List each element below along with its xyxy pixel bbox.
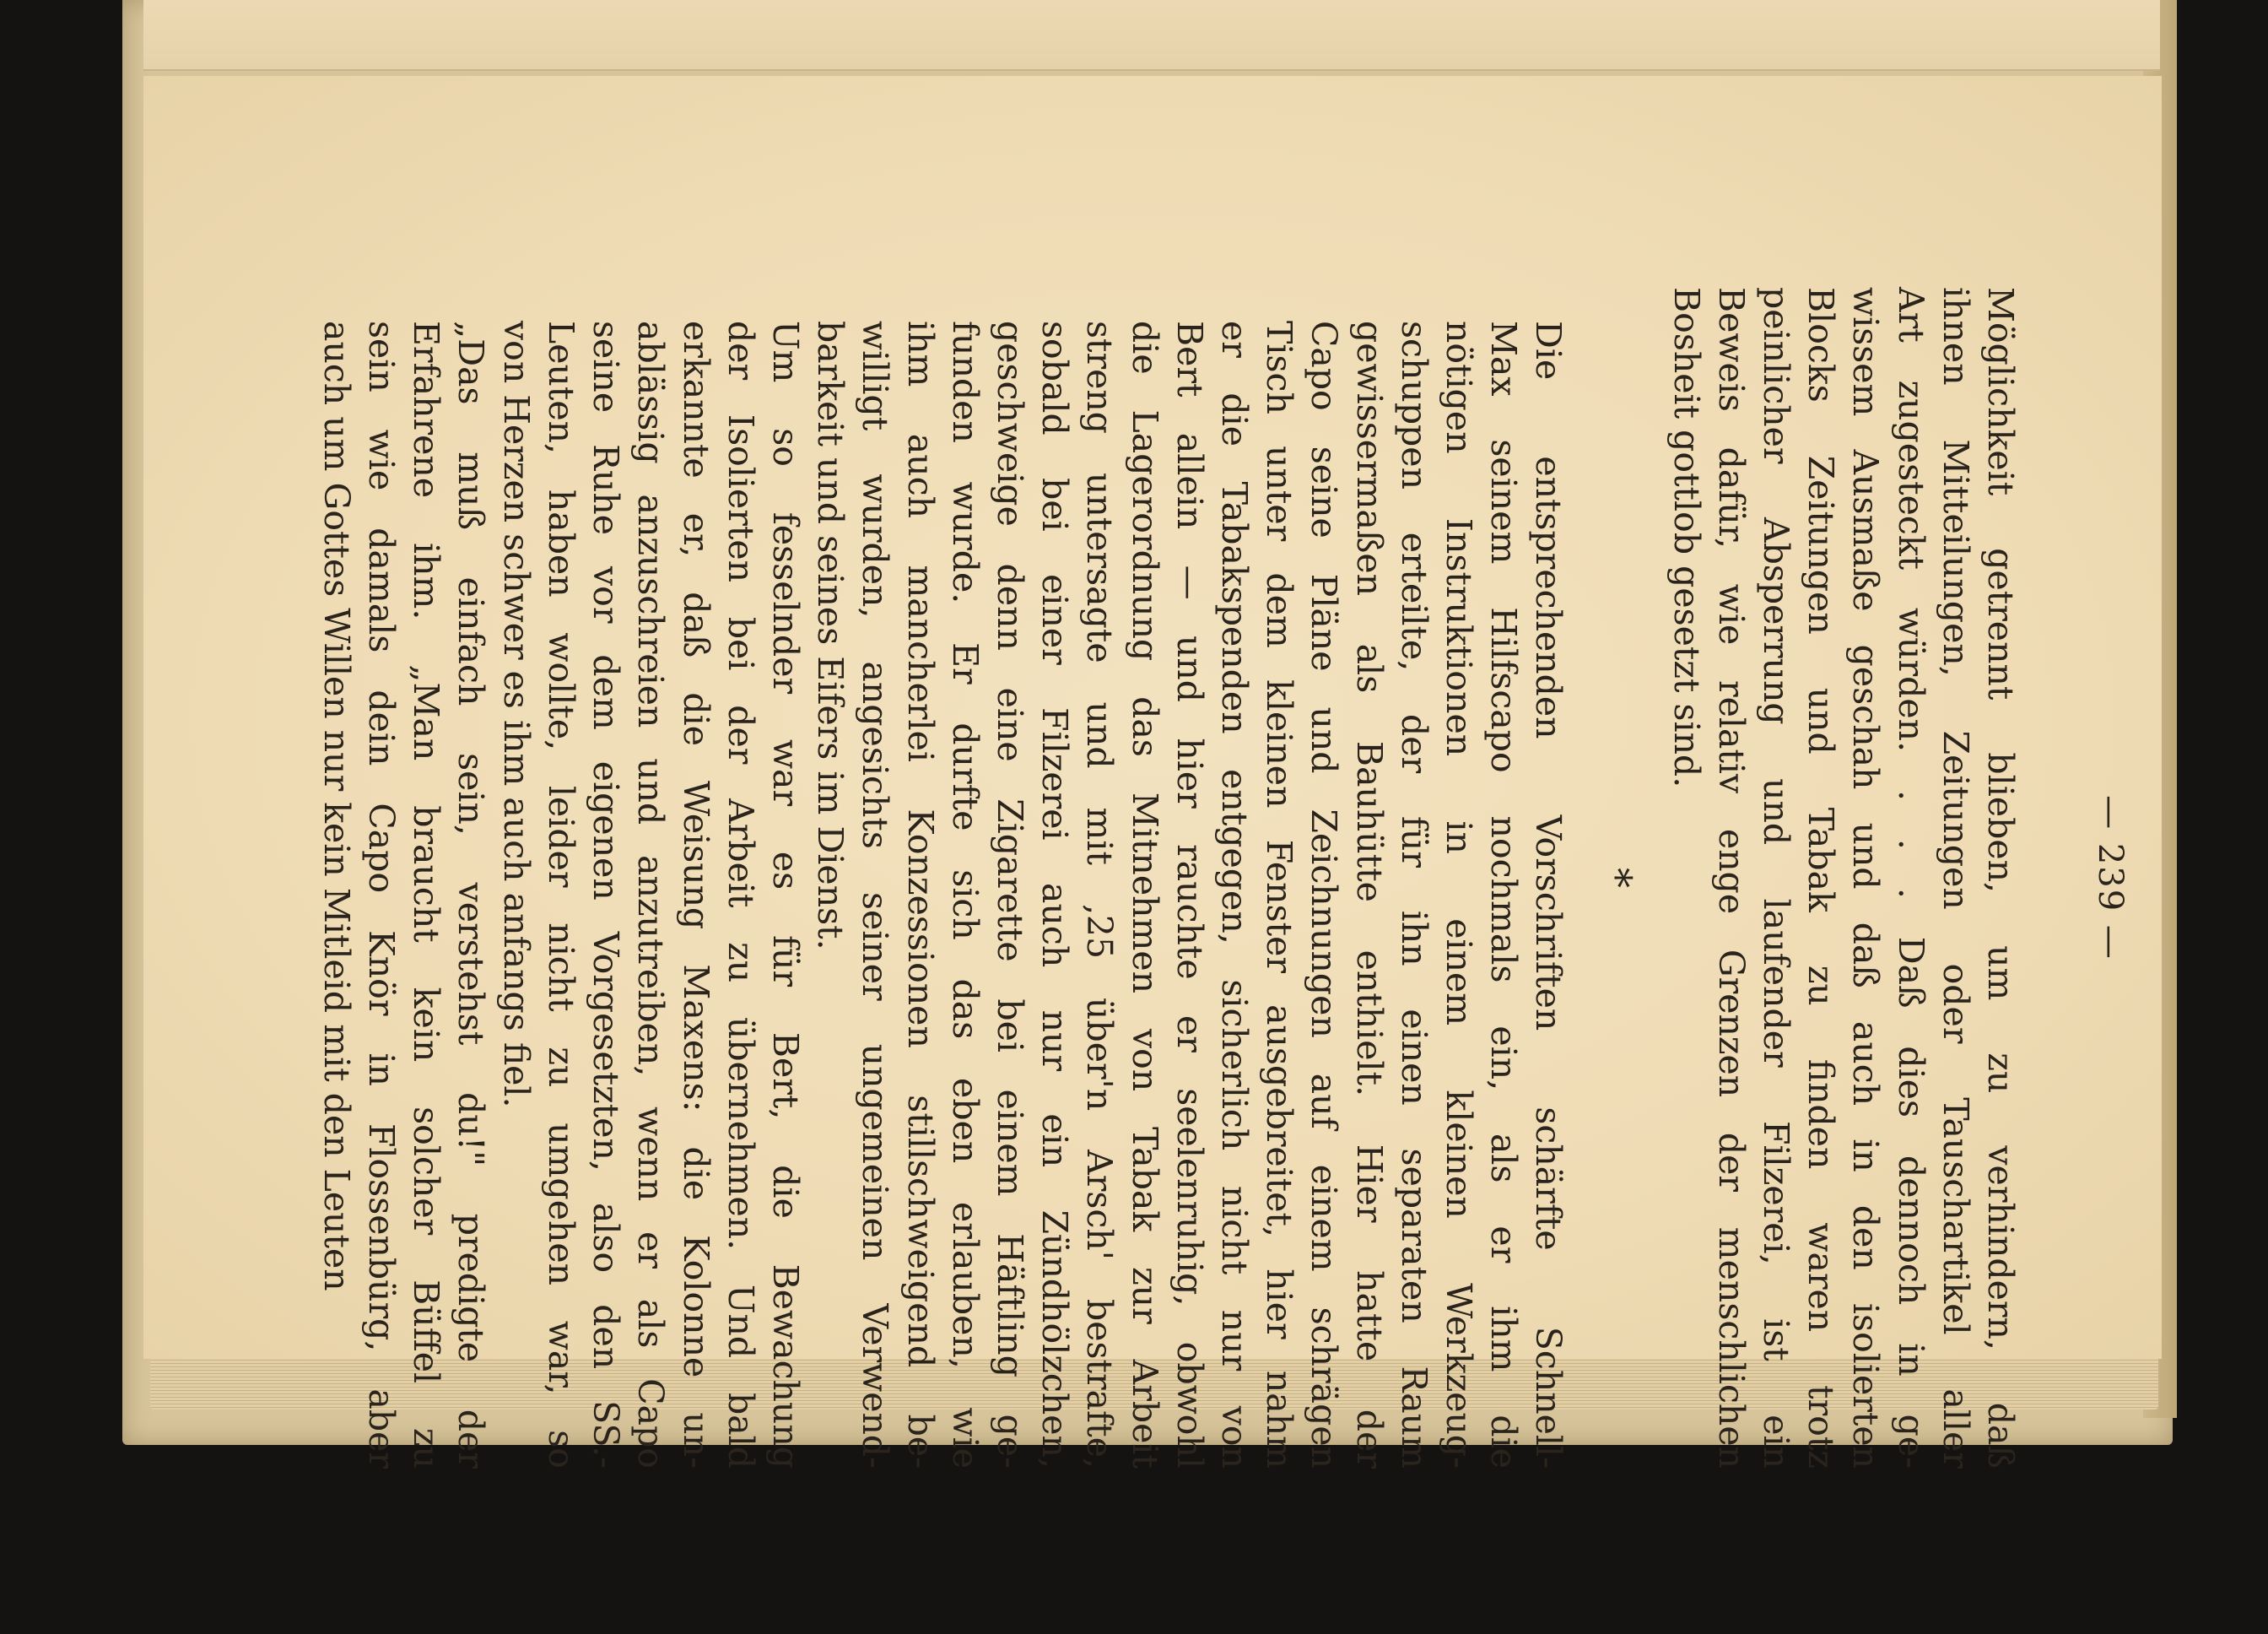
text-line: Bert allein — und hier rauchte er seelenruhig, obwohl [1169,321,1210,1469]
text-line: Capo seine Pläne und Zeichnungen auf einem schrägen [1304,321,1345,1469]
text-line: barkeit und seines Eifers im Dienst. [810,321,851,950]
text-line: ihnen Mitteilungen, Zeitungen oder Tauschartikel aller [1935,287,1976,1469]
text-line: seine Ruhe vor dem eigenen Vorgesetzten, also den SS.- [586,321,627,1469]
text-line: ablässig anzuschreien und anzutreiben, wenn er als Capo [630,321,672,1469]
text-line: sobald bei einer Filzerei auch nur ein Zündhölzchen, [1034,321,1076,1469]
text-line: nötigen Instruktionen in einem kleinen Werkzeug- [1438,321,1479,1469]
text-line: Bosheit gottlob gesetzt sind. [1666,287,1707,788]
text-line: wissem Ausmaße geschah und daß auch in den isolierten [1845,287,1887,1469]
text-line: Leuten, haben wollte, leider nicht zu umgehen war, so [540,321,581,1469]
text-line: ihm auch mancherlei Konzessionen stillschweigend be- [899,321,941,1469]
text-line: willigt wurden, angesichts seiner ungemeinen Verwend- [855,321,896,1469]
text-line: die Lagerordnung das Mitnehmen von Tabak zur Arbeit [1124,321,1165,1469]
text-line: sein wie damals dein Capo Knör in Flossenbürg, aber [361,321,402,1469]
text-line: Tisch unter dem kleinen Fenster ausgebreitet, hier nahm [1259,321,1300,1469]
text-line: er die Tabakspenden entgegen, sicherlich nicht nur von [1213,321,1255,1469]
text-line: Erfahrene ihm. „Man braucht kein solcher Büffel zu [406,321,447,1469]
text-line: streng untersagte und mit ‚25 über'n Arsch' bestrafte, [1079,321,1120,1469]
text-line: von Herzen schwer es ihm auch anfangs fiel. [495,321,537,1108]
section-separator: * [1593,868,1641,888]
text-line: Möglichkeit getrennt blieben, um zu verhindern, daß [1980,287,2021,1469]
text-line: schuppen erteilte, der für ihn einen separaten Raum [1393,321,1434,1469]
paragraph [314,287,494,1469]
paragraph [1663,287,2022,1469]
paragraph [807,287,1570,1469]
text-line: Art zugesteckt würden. . . . Daß dies dennoch in ge- [1890,287,1931,1469]
page-body [314,287,2022,1469]
facing-page-edge [143,0,2160,71]
text-line: Max seinem Hilfscapo nochmals ein, als er ihm die [1483,321,1525,1469]
text-line: der Isolierten bei der Arbeit zu übernehmen. Und bald [720,321,761,1469]
text-line: peinlicher Absperrung und laufender Filzerei, ist ein [1755,287,1796,1469]
text-line: geschweige denn eine Zigarette bei einem Häftling ge- [989,321,1030,1469]
text-line: funden wurde. Er durfte sich das eben erlauben, wie [944,321,986,1469]
paragraph [494,287,807,1469]
text-line: Beweis dafür, wie relativ enge Grenzen der menschlichen [1710,287,1752,1469]
book-page [143,76,2162,1469]
page-number: — 239 — [2091,795,2130,960]
text-line: „Das muß einfach sein, verstehst du!" predigte der [451,321,492,1469]
text-line: gewissermaßen als Bauhütte enthielt. Hier hatte der [1348,321,1390,1469]
text-line: auch um Gottes Willen nur kein Mitleid mit den Leuten [316,321,357,1291]
rotated-text-block [316,287,2130,1469]
text-line: Die entsprechenden Vorschriften schärfte Schnell- [1528,321,1569,1469]
text-line: Blocks Zeitungen und Tabak zu finden waren trotz [1801,287,1842,1469]
text-line: erkannte er, daß die Weisung Maxens: die Kolonne un- [675,321,716,1469]
text-line: Um so fesselnder war es für Bert, die Bewachung [764,321,806,1469]
